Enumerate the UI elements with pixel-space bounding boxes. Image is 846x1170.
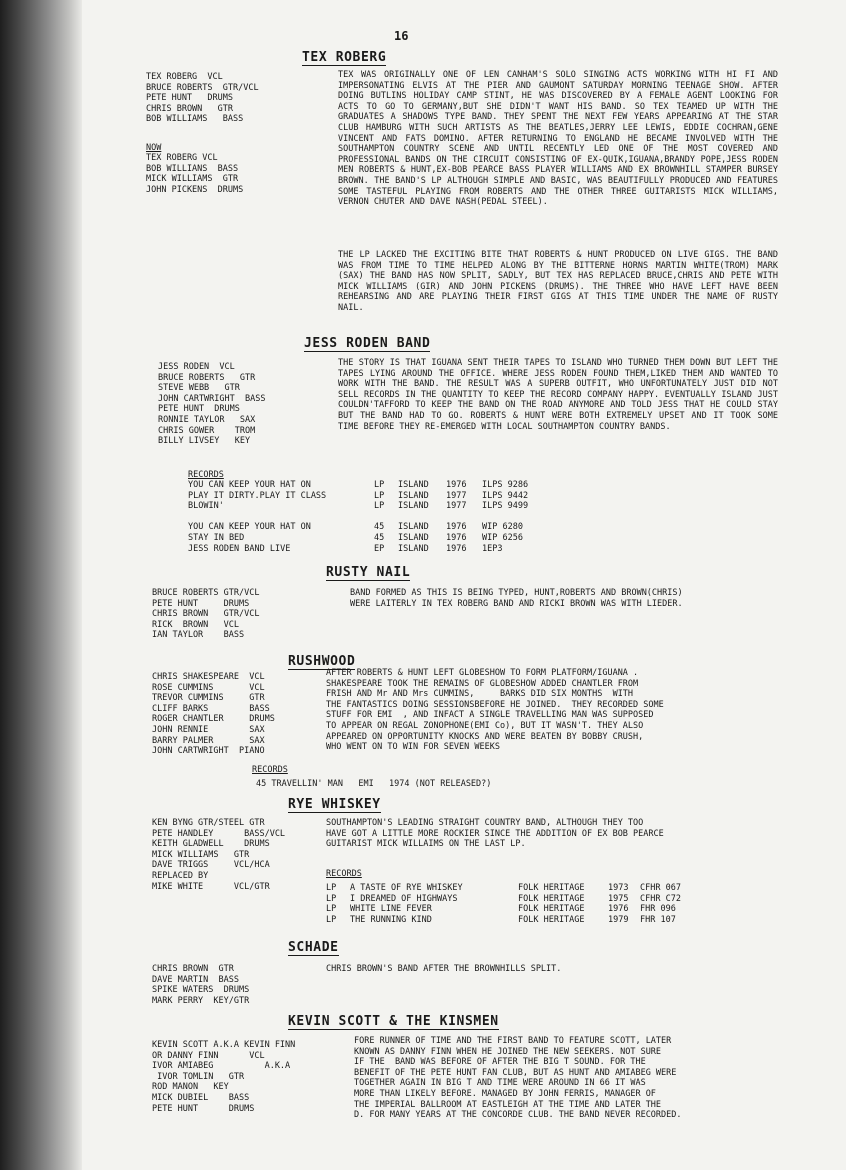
record-row-spacer <box>188 512 528 523</box>
rusty-nail-text: BAND FORMED AS THIS IS BEING TYPED, HUNT,ROBERTS AND BROWN(CHRIS) WERE LAITERLY IN TEX ROBERG BAND AND RICKI BROWN WAS WITH LIEDER. <box>350 588 683 609</box>
rye-whiskey-lineup: KEN BYNG GTR/STEEL GTR PETE HANDLEY BASS/VCL KEITH GLADWELL DRUMS MICK WILLIAMS GTR DAVE TRIGGS VCL/HCA REPLACED BY MIKE WHITE VCL/GTR <box>152 818 286 892</box>
record-row: BLOWIN' LP ISLAND 1977 ILPS 9499 <box>188 501 529 512</box>
page-number: 16 <box>394 29 409 43</box>
rye-whiskey-text: SOUTHAMPTON'S LEADING STRAIGHT COUNTRY BAND, ALTHOUGH THEY TOO HAVE GOT A LITTLE MORE ROCKIER SINCE THE ADDITION OF EX BOB PEARCE GUITARIST MICK WILLAIMS ON THE LAST LP. <box>326 818 664 850</box>
tex-roberg-history-text: TEX WAS ORIGINALLY ONE OF LEN CANHAM'S SOLO SINGING ACTS WORKING WITH HI FI AND IMPERSONATING ELVIS AT THE PIER AND GAUMONT SATURDAY MORNING TEENAGE SHOW. AFTER DOING BUTLINS HOLIDAY CAMP STINT, HE WAS DISCOVERED BY A FEMALE AGENT LOOKING FOR ACTS TO GO TO GERMANY,BUT SHE DIDN'T WANT HIS BAND. SO TEX TEAMED UP WITH THE GRADUATES A SHADOWS TYPE BAND. THEY SPENT THE NEXT FEW YEARS APPEARING AT THE STAR CLUB HAMBURG WITH SUCH ARTISTS AS THE BEATLES,JERRY LEE LEWIS, EDDIE COCHRAN,GENE VINCENT AND FATS DOMINO. AFTER RETURNING TO ENGLAND HE BECAME INVOLVED WITH THE SOUTHAMPTON COUNTRY SCENE AND UNTIL RECENTLY LED ONE OF THE MOST COVERED AND PROFESSIONAL BANDS ON THE CIRCUIT CONSISTING OF EX-QUIK,IGUANA,BRANDY POPE,JESS RODEN MEN ROBERTS & HUNT,EX-BOB PEARCE BASS PLAYER WILLIAMS AND EX BROWNHILL STAMPER BURSEY BROWN. THE BAND'S LP ALTHOUGH SIMPLE AND BASIC, WAS BEAUTIFULLY PRODUCED AND FEATURES SOME TASTEFUL PLAYING FROM ROBERTS AND THE OTHER THREE GUITARISTS MICK WILLIAMS, VERNON CHUTER AND DAVE NASH(PEDAL STEEL). <box>338 70 778 208</box>
record-row: JESS RODEN BAND LIVE EP ISLAND 1976 1EP3 <box>188 543 503 554</box>
rushwood-record: 45 TRAVELLIN' MAN EMI 1974 (NOT RELEASED?) <box>256 779 492 789</box>
section-title-rye-whiskey: RYE WHISKEY <box>288 797 381 812</box>
record-row: LP A TASTE OF RYE WHISKEY FOLK HERITAGE 1973 CFHR 067 <box>326 883 681 893</box>
schade-text: CHRIS BROWN'S BAND AFTER THE BROWNHILLS SPLIT. <box>326 964 562 974</box>
record-row: LP WHITE LINE FEVER FOLK HERITAGE 1976 FHR 096 <box>326 904 676 915</box>
record-row: STAY IN BED 45 ISLAND 1976 WIP 6256 <box>188 532 523 543</box>
tex-roberg-lineup: TEX ROBERG VCL BRUCE ROBERTS GTR/VCL PETE HUNT DRUMS CHRIS BROWN GTR BOB WILLIAMS BASS <box>146 72 259 125</box>
section-title-kevin-scott-and-the-kinsmen: KEVIN SCOTT & THE KINSMEN <box>288 1014 499 1029</box>
record-row: YOU CAN KEEP YOUR HAT ON 45 ISLAND 1976 WIP 6280 <box>188 522 523 533</box>
tex-roberg-history-text-2: THE LP LACKED THE EXCITING BITE THAT ROBERTS & HUNT PRODUCED ON LIVE GIGS. THE BAND WAS FROM TIME TO TIME HELPED ALONG BY THE BITTERNE HORNS MARTIN WHITE(TROM) MARK (SAX) THE BAND HAS NOW SPLIT, SADLY, BUT TEX HAS REPLACED BRUCE,CHRIS AND PETE WITH MICK WILLIAMS (GIR) AND JOHN PICKENS (DRUMS). THE THREE WHO HAVE LEFT HAVE BEEN REHEARSING AND ARE PLAYING THEIR FIRST GIGS AT THIS TIME UNDER THE NAME OF RUSTY NAIL. <box>338 250 778 313</box>
kevin-scott-lineup: KEVIN SCOTT A.K.A KEVIN FINN OR DANNY FINN VCL IVOR AMIABEG A.K.A IVOR TOMLIN GTR ROD MANON KEY MICK DUBIEL BASS PETE HUNT DRUMS <box>152 1040 296 1114</box>
jess-roden-band-text: THE STORY IS THAT IGUANA SENT THEIR TAPES TO ISLAND WHO TURNED THEM DOWN BUT LEFT THE TAPES LYING AROUND THE OFFICE. WHERE JESS RODEN FOUND THEM,LIKED THEM AND WANTED TO WORK WITH THE BAND. THE RESULT WAS A SUPERB OUTFIT, WHO UNFORTUNATELY JUST DID NOT SELL RECORDS IN THE QUANTITY TO KEEP THE RECORD COMPANY HAPPY. EVENTUALLY ISLAND JUST COULDN'TAFFORD TO KEEP THE BAND ON THE ROAD ANYMORE AND TOLD JESS THAT HE COULD STAY BUT THE BAND HAD TO GO. ROBERTS & HUNT WERE BOTH EXTREMELY UPSET AND IT TOOK SOME TIME BEFORE THEY RE-EMERGED WITH LOCAL SOUTHAMPTON COUNTRY BANDS. <box>338 358 778 432</box>
rushwood-records-label: RECORDS <box>252 765 288 775</box>
document-page <box>82 0 846 1170</box>
rye-whiskey-records-label: RECORDS <box>326 869 362 879</box>
record-row: PLAY IT DIRTY.PLAY IT CLASS LP ISLAND 1977 ILPS 9442 <box>188 490 529 501</box>
rushwood-text: AFTER ROBERTS & HUNT LEFT GLOBESHOW TO FORM PLATFORM/IGUANA . SHAKESPEARE TOOK THE REMAINS OF GLOBESHOW ADDED CHANTLER FROM FRISH AND Mr AND Mrs CUMMINS, BARKS DID SIX MONTHS WITH THE FANTASTICS DOING SESSIONSBEFORE HE JOINED. THEY RECORDED SOME STUFF FOR EMI , AND INFACT A SINGLE TRAVELLING MAN WAS SUPPOSED TO APPEAR ON REGAL ZONOPHONE(EMI Co), BUT IT WASN'T. THEY ALSO APPEARED ON OPPORTUNITY KNOCKS AND WERE BEATEN BY BOBBY CRUSH, WHO WENT ON TO WIN FOR SEVEN WEEKS <box>326 668 664 753</box>
jess-roden-records-table <box>188 480 528 554</box>
section-title-tex-roberg: TEX ROBERG <box>302 50 387 65</box>
kevin-scott-text: FORE RUNNER OF TIME AND THE FIRST BAND TO FEATURE SCOTT, LATER KNOWN AS DANNY FINN WHEN HE JOINED THE NEW SEEKERS. NOT SURE IF THE BAND WAS BEFORE OF AFTER THE BIG T SOUND. FOR THE BENEFIT OF THE PETE HUNT FAN CLUB, BUT AS HUNT AND AMIABEG WERE TOGETHER AGAIN IN BIG T AND TIME WERE AROUND IN 66 IT WAS MORE THAN LIKELY BEFORE. MANAGED BY JOHN FERRIS, MANAGER OF THE IMPERIAL BALLROOM AT EASTLEIGH AT THE TIME AND LATER THE D. FOR MANY YEARS AT THE CONCORDE CLUB. THE BAND NEVER RECORDED. <box>354 1036 682 1121</box>
section-title-jess-roden-band: JESS RODEN BAND <box>304 336 431 351</box>
book-binding-shadow <box>0 0 82 1170</box>
jess-roden-records-label: RECORDS <box>188 470 224 480</box>
section-title-schade: SCHADE <box>288 940 339 955</box>
tex-roberg-now-label: NOW <box>146 143 162 153</box>
section-title-rusty-nail: RUSTY NAIL <box>326 565 411 580</box>
record-row: LP I DREAMED OF HIGHWAYS FOLK HERITAGE 1975 CFHR C72 <box>326 893 681 904</box>
rusty-nail-lineup: BRUCE ROBERTS GTR/VCL PETE HUNT DRUMS CHRIS BROWN GTR/VCL RICK BROWN VCL IAN TAYLOR BASS <box>152 588 260 641</box>
rushwood-lineup: CHRIS SHAKESPEARE VCL ROSE CUMMINS VCL TREVOR CUMMINS GTR CLIFF BARKS BASS ROGER CHANTLER DRUMS JOHN RENNIE SAX BARRY PALMER SAX JOHN CARTWRIGHT PIANO <box>152 672 275 757</box>
rye-whiskey-records-table <box>326 883 681 925</box>
section-title-rushwood: RUSHWOOD <box>288 654 356 669</box>
record-row: LP THE RUNNING KIND FOLK HERITAGE 1979 FHR 107 <box>326 914 676 925</box>
schade-lineup: CHRIS BROWN GTR DAVE MARTIN BASS SPIKE WATERS DRUMS MARK PERRY KEY/GTR <box>152 964 250 1006</box>
jess-roden-band-lineup: JESS RODEN VCL BRUCE ROBERTS GTR STEVE WEBB GTR JOHN CARTWRIGHT BASS PETE HUNT DRUMS RONNIE TAYLOR SAX CHRIS GOWER TROM BILLY LIVSEY KEY <box>158 362 266 447</box>
tex-roberg-current-lineup: TEX ROBERG VCL BOB WILLIANS BASS MICK WILLIAMS GTR JOHN PICKENS DRUMS <box>146 153 244 195</box>
record-row: YOU CAN KEEP YOUR HAT ON LP ISLAND 1976 ILPS 9286 <box>188 480 529 490</box>
